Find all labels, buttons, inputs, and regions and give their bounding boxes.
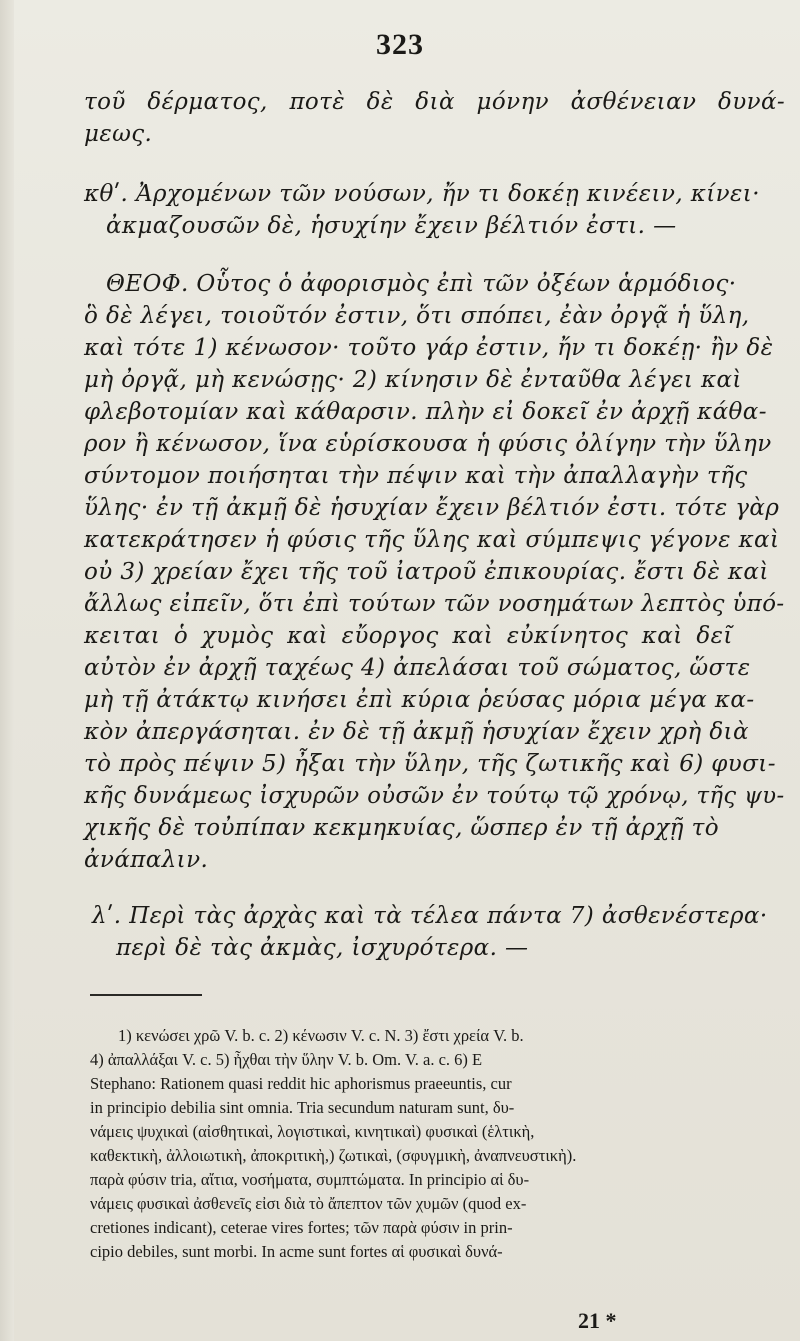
footnote-line: νάμεις φυσικαὶ ἀσθενεῖς εἰσι διὰ τὸ ἄπεπτον τῶν χυμῶν (quod ex- [90,1194,527,1213]
footnote-line: 4) ἀπαλλάξαι V. c. 5) ἦχθαι τὴν ὕλην V. b. Om. V. a. c. 6) E [90,1050,483,1069]
commentary-line: κειται ὁ χυμὸς καὶ εὔοργος καὶ εὐκίνητος καὶ δεῖ [84,623,733,649]
footnote-line: cretiones indicant), ceterae vires fortes; τῶν παρὰ φύσιν in prin- [90,1218,513,1237]
aphorism-30-line: περὶ δὲ τὰς ἀκμὰς, ἰσχυρότερα. — [116,935,529,961]
commentary-line: μὴ ὀργᾷ, μὴ κενώσῃς· 2) κίνησιν δὲ ἐνταῦθα λέγει καὶ [84,367,742,393]
footnote-line: παρὰ φύσιν tria, αἴτια, νοσήματα, συμπτώματα. In principio αἱ δυ- [90,1170,530,1189]
commentary-line: ἀνάπαλιν. [84,847,209,873]
commentary-line: χικῆς δὲ τοὐπίπαν κεκμηκυίας, ὥσπερ ἐν τῇ ἀρχῇ τὸ [84,815,719,841]
commentary-line: ρον ἢ κένωσον, ἵνα εὑρίσκουσα ἡ φύσις ὀλίγην τὴν ὕλην [84,431,772,457]
commentary-line: σύντομον ποιήσηται τὴν πέψιν καὶ τὴν ἀπαλλαγὴν τῆς [84,463,748,489]
footnote-rule [90,994,202,996]
aphorism-29-line: ἀκμαζουσῶν δὲ, ἡσυχίην ἔχειν βέλτιόν ἐστι. — [106,213,677,239]
commentary-line: ΘΕΟΦ. Οὗτος ὁ ἀφορισμὸς ἐπὶ τῶν ὀξέων ἁρμόδιος· [106,271,737,297]
commentary-line: κατεκράτησεν ἡ φύσις τῆς ὕλης καὶ σύμπεψις γέγονε καὶ [84,527,780,553]
commentary-line: κῆς δυνάμεως ἰσχυρῶν οὐσῶν ἐν τούτῳ τῷ χρόνῳ, τῆς ψυ- [84,783,785,809]
footnote-line: νάμεις ψυχικαὶ (αἰσθητικαὶ, λογιστικαὶ, κινητικαὶ) φυσικαὶ (ἑλτικὴ, [90,1122,535,1141]
aphorism-30-line: λʹ. Περὶ τὰς ἀρχὰς καὶ τὰ τέλεα πάντα 7) ἀσθενέστερα· [92,903,768,929]
commentary-line: ὃ δὲ λέγει, τοιοῦτόν ἐστιν, ὅτι σπόπει, ἐὰν ὀργᾷ ἡ ὕλη, [84,303,750,329]
commentary-line: ἄλλως εἰπεῖν, ὅτι ἐπὶ τούτων τῶν νοσημάτων λεπτὸς ὑπό- [84,591,785,617]
commentary-line: καὶ τότε 1) κένωσον· τοῦτο γάρ ἐστιν, ἤν τι δοκέῃ· ἢν δὲ [84,335,774,361]
commentary-line: ὕλης· ἐν τῇ ἀκμῇ δὲ ἡσυχίαν ἔχειν βέλτιόν ἐστι. τότε γὰρ [84,495,780,521]
commentary-line: κὸν ἀπεργάσηται. ἐν δὲ τῇ ἀκμῇ ἡσυχίαν ἔχειν χρὴ διὰ [84,719,749,745]
page-number: 323 [376,28,424,61]
footnote-line: in principio debilia sint omnia. Tria secundum naturam sunt, δυ- [90,1098,515,1117]
commentary-line: μὴ τῇ ἀτάκτῳ κινήσει ἐπὶ κύρια ῥεύσας μόρια μέγα κα- [84,687,755,713]
signature-mark: 21 * [578,1308,617,1333]
footnote-line: 1) κενώσει χρῶ V. b. c. 2) κένωσιν V. c. N. 3) ἔστι χρεία V. b. [118,1026,524,1045]
aphorism-29-line: κθʹ. Ἀρχομένων τῶν νούσων, ἤν τι δοκέῃ κινέειν, κίνει· [84,181,760,207]
continuation-line: μεως. [84,121,153,147]
page-gutter-shadow [0,0,14,1341]
commentary-line: φλεβοτομίαν καὶ κάθαρσιν. πλὴν εἰ δοκεῖ ἐν ἀρχῇ κάθα- [84,399,767,425]
commentary-line: αὐτὸν ἐν ἀρχῇ ταχέως 4) ἀπελάσαι τοῦ σώματος, ὥστε [84,655,751,681]
commentary-line: τὸ πρὸς πέψιν 5) ἦξαι τὴν ὕλην, τῆς ζωτικῆς καὶ 6) φυσι- [84,751,776,777]
footnote-line: καθεκτικὴ, ἀλλοιωτικὴ, ἀποκριτικὴ,) ζωτικαὶ, (σφυγμικὴ, ἀναπνευστικὴ). [90,1146,577,1165]
footnote-line: cipio debiles, sunt morbi. In acme sunt fortes αἱ φυσικαὶ δυνά- [90,1242,503,1261]
footnote-line: Stephano: Rationem quasi reddit hic aphorismus praeeuntis, cur [90,1074,512,1093]
commentary-line: οὐ 3) χρείαν ἔχει τῆς τοῦ ἰατροῦ ἐπικουρίας. ἔστι δὲ καὶ [84,559,769,585]
continuation-line: τοῦ δέρματος, ποτὲ δὲ διὰ μόνην ἀσθένειαν δυνά- [84,89,786,115]
